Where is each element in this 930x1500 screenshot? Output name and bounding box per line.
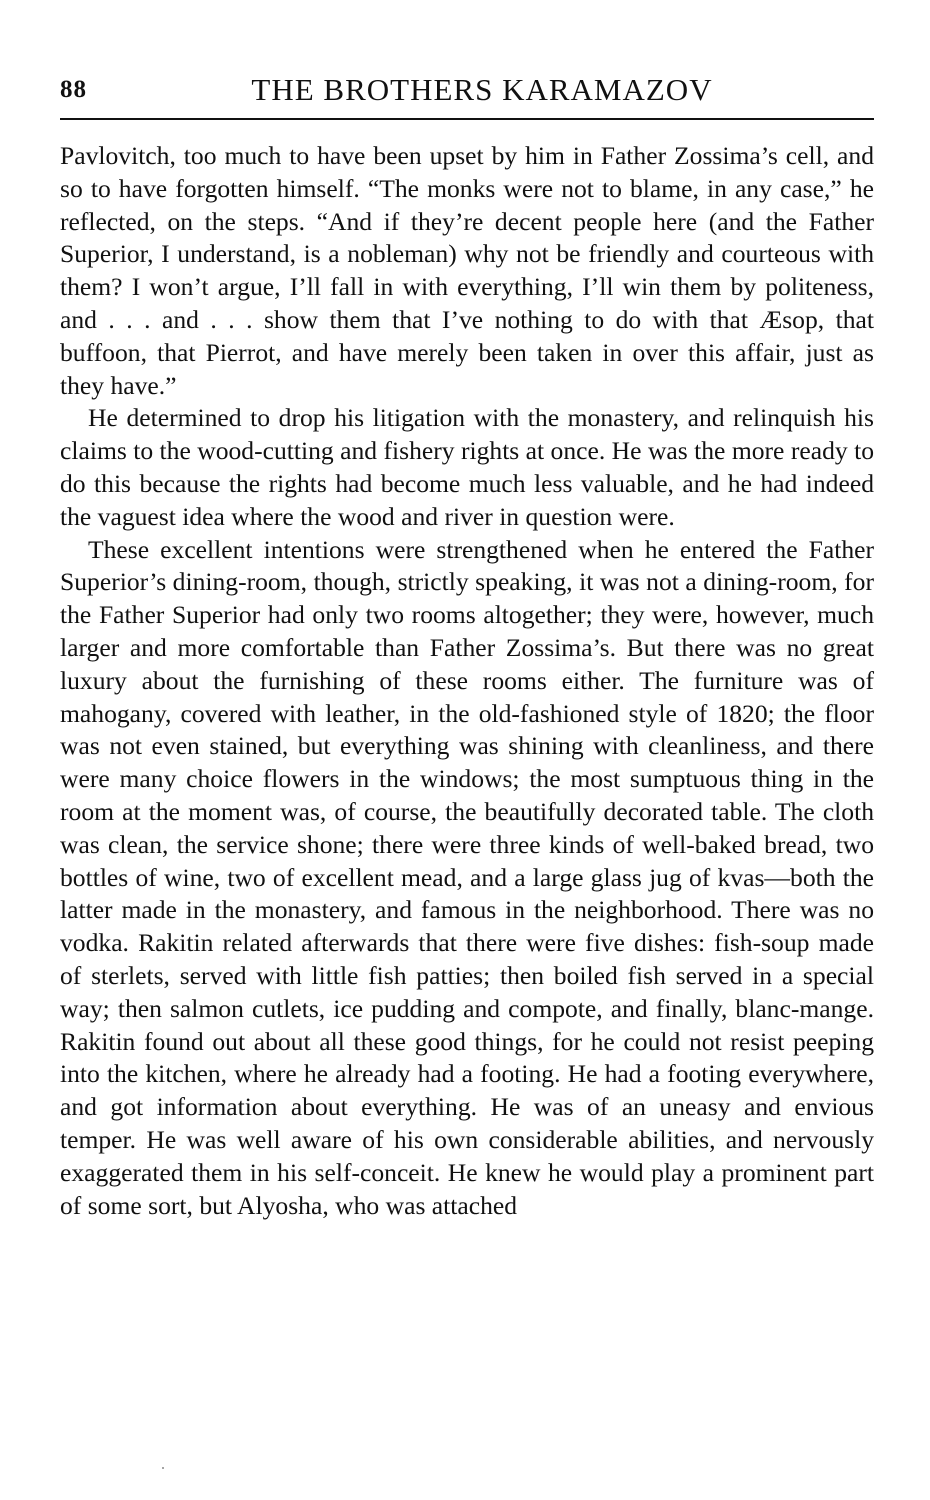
page-speck xyxy=(162,1467,164,1469)
paragraph-continuation: Pavlovitch, too much to have been upset by him in Father Zossima’s cell, and so to have forgotten himself. “The monks were not to blame, in any case,” he reflected, on the steps. “And if they’re decent people here (and the Father Superior, I understand, is a nobleman) why not be friendly and courteous with them? I won’t argue, I’ll fall in with everything, I’ll win them by politeness, and . . . and . . . show them that I’ve nothing to do with that Æsop, that buffoon, that Pierrot, and have merely been taken in over this affair, just as they have.” xyxy=(60,141,874,400)
header-rule xyxy=(60,118,874,120)
page-header xyxy=(60,72,874,112)
body-text xyxy=(60,140,874,1222)
paragraph: These excellent intentions were strengthened when he entered the Father Superior’s dining-room, though, strictly speaking, it was not a dining-room, for the Father Superior had only two rooms altogether; they were, however, much larger and more comfortable than Father Zossima’s. But there was no great luxury about the furnishing of these rooms either. The furniture was of mahogany, covered with leather, in the old-fashioned style of 1820; the floor was not even stained, but everything was shining with cleanliness, and there were many choice flowers in the windows; the most sumptuous thing in the room at the moment was, of course, the beautifully decorated table. The cloth was clean, the service shone; there were three kinds of well-baked bread, two bottles of wine, two of excellent mead, and a large glass jug of kvas—both the latter made in the monastery, and famous in the neighborhood. There was no vodka. Rakitin related afterwards that there were five dishes: fish-soup made of sterlets, served with little fish patties; then boiled fish served in a special way; then salmon cutlets, ice pudding and compote, and finally, blanc-mange. Rakitin found out about all these good things, for he could not resist peeping into the kitchen, where he already had a footing. He had a footing everywhere, and got information about everything. He was of an uneasy and envious temper. He was well aware of his own considerable abilities, and nervously exaggerated them in his self-conceit. He knew he would play a prominent part of some sort, but Alyosha, who was attached xyxy=(60,534,874,1220)
page-number: 88 xyxy=(60,76,87,103)
book-page xyxy=(60,72,874,1222)
running-title: THE BROTHERS KARAMAZOV xyxy=(251,72,713,107)
paragraph: He determined to drop his litigation with the monastery, and relinquish his claims to the wood-cutting and fishery rights at once. He was the more ready to do this because the rights had become much less valuable, and he had indeed the vaguest idea where the wood and river in question were. xyxy=(60,403,874,531)
